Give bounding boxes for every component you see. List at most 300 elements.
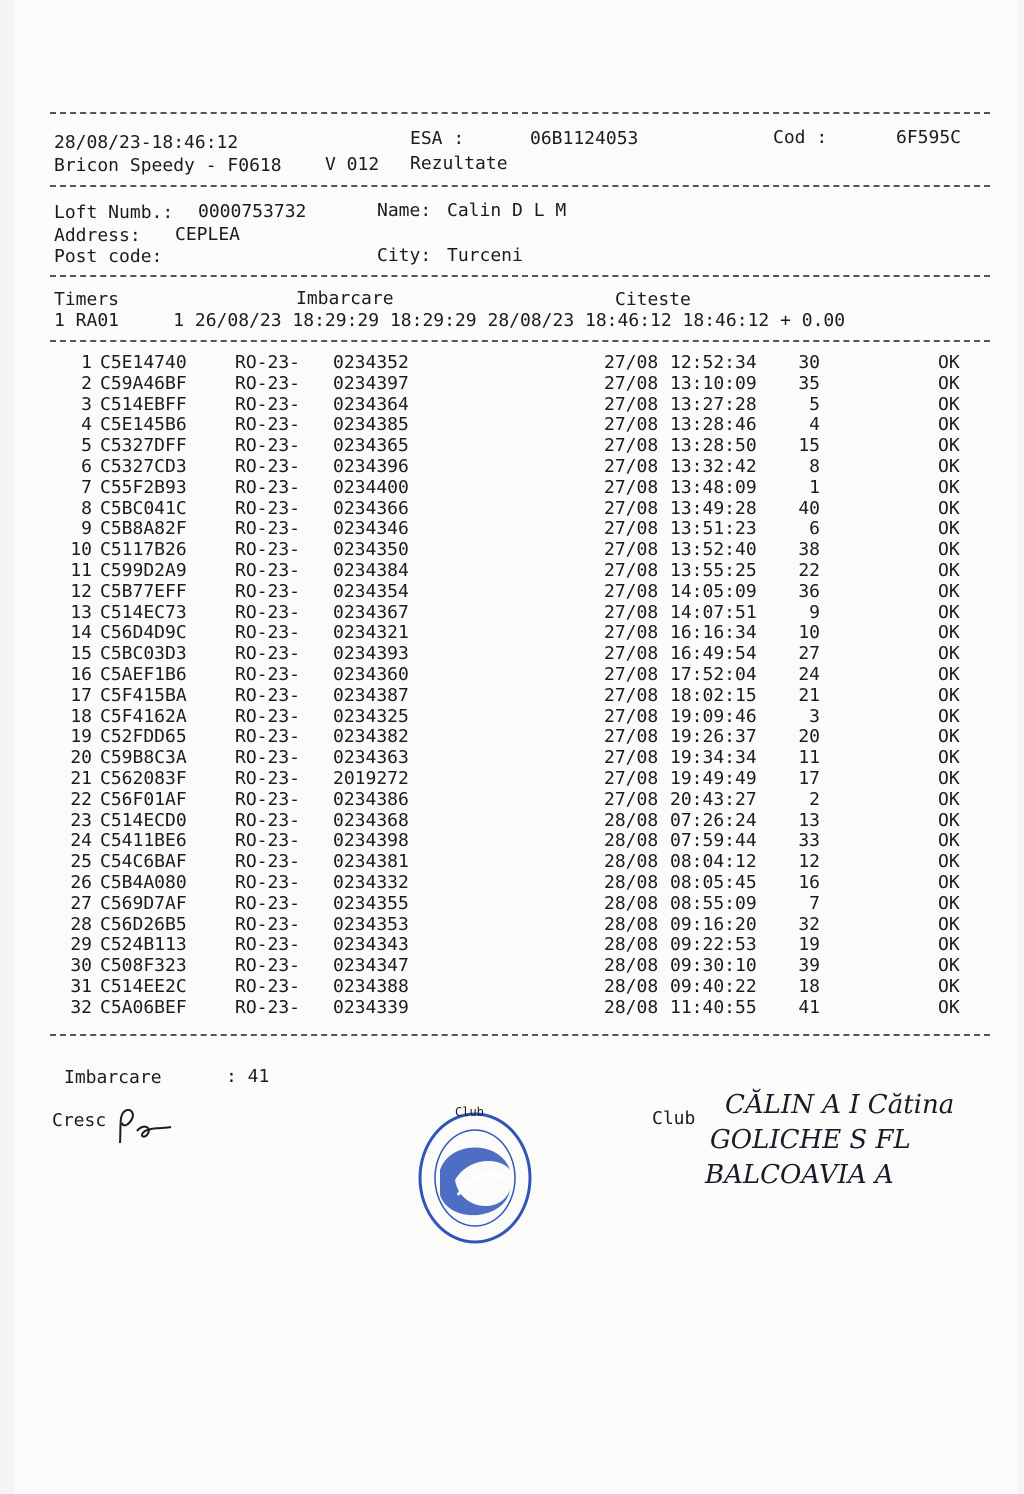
row-index: 32	[70, 996, 92, 1018]
ring-prefix: RO-23-	[235, 976, 301, 997]
row-index: 22	[70, 788, 92, 810]
club-stamp-icon	[410, 1100, 540, 1250]
status-ok: OK	[938, 934, 960, 956]
chip-id: C514EE2C	[100, 976, 187, 997]
chip-id: C524B113	[100, 934, 187, 956]
loft-name-label: Name:	[377, 200, 432, 221]
arrival-date: 27/08	[604, 435, 659, 457]
arrival-date: 27/08	[604, 684, 659, 706]
chip-id: C5BC03D3	[100, 643, 187, 665]
club-signatures	[705, 1080, 975, 1230]
chip-id: C5411BE6	[100, 830, 187, 852]
chip-id: C5117B26	[100, 539, 187, 561]
ring-number: 0234350	[333, 539, 409, 561]
table-row	[0, 581, 1024, 602]
arrival-date: 27/08	[604, 747, 659, 769]
citeste-header: Citeste	[615, 289, 691, 310]
status-ok: OK	[938, 768, 960, 789]
print-datetime: 28/08/23-18:46:12	[54, 132, 239, 153]
basket-number: 18	[798, 976, 820, 997]
basket-number: 15	[798, 435, 820, 457]
report-title: Rezultate	[410, 153, 508, 174]
city-label: City:	[377, 245, 432, 266]
arrival-date: 28/08	[604, 996, 659, 1018]
row-index: 18	[70, 705, 92, 727]
table-row	[0, 789, 1024, 810]
basket-number: 30	[798, 352, 820, 373]
ring-number: 0234339	[333, 996, 409, 1018]
arrival-time: 19:34:34	[670, 747, 757, 769]
arrival-date: 27/08	[604, 705, 659, 727]
status-ok: OK	[938, 892, 960, 914]
row-index: 15	[70, 643, 92, 665]
cresc-signature-icon	[115, 1105, 175, 1145]
arrival-time: 18:02:15	[670, 684, 757, 706]
ring-number: 0234346	[333, 518, 409, 540]
chip-id: C508F323	[100, 955, 187, 977]
chip-id: C514ECD0	[100, 809, 187, 831]
ring-number: 0234332	[333, 872, 409, 893]
table-row	[0, 560, 1024, 581]
row-index: 5	[81, 435, 92, 457]
status-ok: OK	[938, 809, 960, 831]
basket-number: 1	[809, 476, 820, 498]
arrival-time: 20:43:27	[670, 788, 757, 810]
basket-number: 13	[798, 809, 820, 831]
arrival-date: 28/08	[604, 934, 659, 956]
status-ok: OK	[938, 518, 960, 540]
arrival-time: 16:16:34	[670, 622, 757, 644]
ring-number: 0234366	[333, 497, 409, 519]
arrival-time: 13:28:50	[670, 435, 757, 457]
basket-number: 35	[798, 372, 820, 394]
address-label: Address:	[54, 225, 141, 246]
ring-prefix: RO-23-	[235, 747, 301, 769]
ring-number: 0234360	[333, 664, 409, 685]
chip-id: C56D26B5	[100, 913, 187, 935]
status-ok: OK	[938, 560, 960, 581]
device-name: Bricon Speedy - F0618	[54, 155, 282, 176]
ring-prefix: RO-23-	[235, 539, 301, 561]
arrival-date: 28/08	[604, 872, 659, 893]
basket-number: 21	[798, 684, 820, 706]
ring-prefix: RO-23-	[235, 414, 301, 436]
table-row	[0, 518, 1024, 539]
ring-number: 0234388	[333, 976, 409, 997]
loft-name: Calin D L M	[447, 200, 567, 221]
chip-id: C5F4162A	[100, 705, 187, 727]
club-signature-3: BALCOAVIA A	[705, 1160, 894, 1190]
chip-id: C5E14740	[100, 352, 187, 373]
basket-number: 12	[798, 851, 820, 873]
arrival-date: 28/08	[604, 809, 659, 831]
basket-number: 11	[798, 747, 820, 769]
basket-number: 2	[809, 788, 820, 810]
ring-prefix: RO-23-	[235, 622, 301, 644]
ring-number: 0234343	[333, 934, 409, 956]
status-ok: OK	[938, 497, 960, 519]
arrival-date: 27/08	[604, 497, 659, 519]
ring-prefix: RO-23-	[235, 435, 301, 457]
row-index: 21	[70, 768, 92, 789]
arrival-date: 27/08	[604, 372, 659, 394]
cresc-label: Cresc	[52, 1110, 107, 1131]
chip-id: C514EBFF	[100, 393, 187, 415]
city-value: Turceni	[447, 245, 523, 266]
table-row	[0, 643, 1024, 664]
club-label: Club	[652, 1108, 696, 1129]
arrival-time: 08:04:12	[670, 851, 757, 873]
status-ok: OK	[938, 476, 960, 498]
ring-number: 0234367	[333, 601, 409, 623]
arrival-date: 28/08	[604, 892, 659, 914]
table-row	[0, 830, 1024, 851]
status-ok: OK	[938, 643, 960, 665]
table-row	[0, 394, 1024, 415]
chip-id: C54C6BAF	[100, 851, 187, 873]
ring-prefix: RO-23-	[235, 601, 301, 623]
table-row	[0, 872, 1024, 893]
status-ok: OK	[938, 352, 960, 373]
arrival-date: 27/08	[604, 580, 659, 602]
chip-id: C59A46BF	[100, 372, 187, 394]
row-index: 17	[70, 684, 92, 706]
ring-number: 0234400	[333, 476, 409, 498]
table-row	[0, 893, 1024, 914]
arrival-time: 13:32:42	[670, 456, 757, 477]
row-index: 12	[70, 580, 92, 602]
basket-number: 33	[798, 830, 820, 852]
arrival-date: 27/08	[604, 393, 659, 415]
chip-id: C5B77EFF	[100, 580, 187, 602]
table-row	[0, 373, 1024, 394]
cod-label: Cod :	[773, 127, 828, 148]
ring-number: 0234363	[333, 747, 409, 769]
arrival-time: 13:49:28	[670, 497, 757, 519]
row-index: 24	[70, 830, 92, 852]
table-row	[0, 851, 1024, 872]
arrival-date: 27/08	[604, 456, 659, 477]
ring-prefix: RO-23-	[235, 809, 301, 831]
ring-prefix: RO-23-	[235, 664, 301, 685]
basket-number: 38	[798, 539, 820, 561]
arrival-time: 09:16:20	[670, 913, 757, 935]
chip-id: C5F415BA	[100, 684, 187, 706]
ring-prefix: RO-23-	[235, 788, 301, 810]
status-ok: OK	[938, 414, 960, 436]
ring-prefix: RO-23-	[235, 768, 301, 789]
arrival-time: 19:49:49	[670, 768, 757, 789]
esa-label: ESA :	[410, 128, 465, 149]
ring-number: 0234384	[333, 560, 409, 581]
chip-id: C5E145B6	[100, 414, 187, 436]
ring-number: 0234385	[333, 414, 409, 436]
imbarcare-header: Imbarcare	[296, 288, 394, 309]
row-index: 1	[81, 352, 92, 373]
ring-number: 0234398	[333, 830, 409, 852]
club-signature-2: GOLICHE S FL	[710, 1125, 911, 1155]
basket-number: 40	[798, 497, 820, 519]
basket-number: 24	[798, 664, 820, 685]
basket-number: 17	[798, 768, 820, 789]
ring-number: 0234382	[333, 726, 409, 748]
ring-prefix: RO-23-	[235, 830, 301, 852]
basket-number: 8	[809, 456, 820, 477]
status-ok: OK	[938, 788, 960, 810]
status-ok: OK	[938, 913, 960, 935]
row-index: 31	[70, 976, 92, 997]
status-ok: OK	[938, 684, 960, 706]
ring-prefix: RO-23-	[235, 851, 301, 873]
separator-timers	[50, 340, 990, 342]
arrival-date: 27/08	[604, 726, 659, 748]
table-row	[0, 477, 1024, 498]
arrival-time: 14:07:51	[670, 601, 757, 623]
ring-number: 0234397	[333, 372, 409, 394]
timers-label: Timers	[54, 289, 120, 310]
basket-number: 16	[798, 872, 820, 893]
ring-prefix: RO-23-	[235, 684, 301, 706]
arrival-time: 09:30:10	[670, 955, 757, 977]
status-ok: OK	[938, 622, 960, 644]
ring-prefix: RO-23-	[235, 643, 301, 665]
timer-line: 1 RA01 1 26/08/23 18:29:29 18:29:29 28/08/23 18:46:12 18:46:12 + 0.00	[54, 310, 846, 331]
arrival-time: 13:55:25	[670, 560, 757, 581]
arrival-date: 28/08	[604, 830, 659, 852]
club-signature-1: CĂLIN A I Cătina	[725, 1090, 955, 1120]
ring-prefix: RO-23-	[235, 705, 301, 727]
arrival-time: 13:48:09	[670, 476, 757, 498]
basket-number: 4	[809, 414, 820, 436]
arrival-time: 07:59:44	[670, 830, 757, 852]
basket-number: 7	[809, 892, 820, 914]
status-ok: OK	[938, 747, 960, 769]
arrival-date: 27/08	[604, 601, 659, 623]
basket-number: 41	[798, 996, 820, 1018]
arrival-date: 27/08	[604, 414, 659, 436]
chip-id: C569D7AF	[100, 892, 187, 914]
stamp-club-label: Club	[455, 1105, 484, 1119]
status-ok: OK	[938, 705, 960, 727]
status-ok: OK	[938, 580, 960, 602]
ring-number: 0234368	[333, 809, 409, 831]
arrival-time: 13:27:28	[670, 393, 757, 415]
basket-number: 39	[798, 955, 820, 977]
arrival-date: 27/08	[604, 664, 659, 685]
chip-id: C56D4D9C	[100, 622, 187, 644]
basket-number: 5	[809, 393, 820, 415]
basket-number: 9	[809, 601, 820, 623]
row-index: 14	[70, 622, 92, 644]
ring-prefix: RO-23-	[235, 518, 301, 540]
table-row	[0, 456, 1024, 477]
ring-number: 0234365	[333, 435, 409, 457]
chip-id: C5A06BEF	[100, 996, 187, 1018]
status-ok: OK	[938, 996, 960, 1018]
table-row	[0, 622, 1024, 643]
row-index: 19	[70, 726, 92, 748]
ring-number: 0234393	[333, 643, 409, 665]
ring-number: 0234352	[333, 352, 409, 373]
ring-prefix: RO-23-	[235, 996, 301, 1018]
ring-number: 2019272	[333, 768, 409, 789]
arrival-time: 16:49:54	[670, 643, 757, 665]
chip-id: C5327CD3	[100, 456, 187, 477]
chip-id: C514EC73	[100, 601, 187, 623]
basket-number: 22	[798, 560, 820, 581]
ring-number: 0234347	[333, 955, 409, 977]
row-index: 3	[81, 393, 92, 415]
arrival-time: 13:10:09	[670, 372, 757, 394]
ring-prefix: RO-23-	[235, 352, 301, 373]
status-ok: OK	[938, 726, 960, 748]
row-index: 6	[81, 456, 92, 477]
ring-prefix: RO-23-	[235, 497, 301, 519]
arrival-date: 27/08	[604, 518, 659, 540]
arrival-date: 27/08	[604, 768, 659, 789]
table-row	[0, 352, 1024, 373]
imbarcare-total-value: : 41	[226, 1066, 270, 1087]
arrival-time: 13:52:40	[670, 539, 757, 561]
arrival-time: 09:22:53	[670, 934, 757, 956]
ring-prefix: RO-23-	[235, 726, 301, 748]
arrival-time: 09:40:22	[670, 976, 757, 997]
chip-id: C5B8A82F	[100, 518, 187, 540]
table-row	[0, 498, 1024, 519]
status-ok: OK	[938, 539, 960, 561]
ring-prefix: RO-23-	[235, 934, 301, 956]
row-index: 2	[81, 372, 92, 394]
arrival-date: 28/08	[604, 913, 659, 935]
ring-prefix: RO-23-	[235, 456, 301, 477]
table-row	[0, 747, 1024, 768]
esa-value: 06B1124053	[530, 128, 639, 149]
arrival-time: 11:40:55	[670, 996, 757, 1018]
row-index: 27	[70, 892, 92, 914]
chip-id: C5327DFF	[100, 435, 187, 457]
row-index: 26	[70, 872, 92, 893]
separator-loft	[50, 275, 990, 277]
chip-id: C5AEF1B6	[100, 664, 187, 685]
separator-header	[50, 185, 990, 187]
chip-id: C56F01AF	[100, 788, 187, 810]
ring-prefix: RO-23-	[235, 913, 301, 935]
row-index: 4	[81, 414, 92, 436]
ring-number: 0234386	[333, 788, 409, 810]
ring-number: 0234353	[333, 913, 409, 935]
arrival-time: 08:05:45	[670, 872, 757, 893]
row-index: 25	[70, 851, 92, 873]
status-ok: OK	[938, 872, 960, 893]
ring-number: 0234387	[333, 684, 409, 706]
row-index: 9	[81, 518, 92, 540]
status-ok: OK	[938, 830, 960, 852]
arrival-time: 13:28:46	[670, 414, 757, 436]
ring-prefix: RO-23-	[235, 393, 301, 415]
ring-prefix: RO-23-	[235, 892, 301, 914]
status-ok: OK	[938, 955, 960, 977]
table-row	[0, 414, 1024, 435]
basket-number: 20	[798, 726, 820, 748]
table-row	[0, 685, 1024, 706]
table-row	[0, 955, 1024, 976]
separator-results	[50, 1034, 990, 1036]
address-value: CEPLEA	[175, 224, 241, 245]
arrival-time: 19:26:37	[670, 726, 757, 748]
table-row	[0, 976, 1024, 997]
ring-number: 0234396	[333, 456, 409, 477]
table-row	[0, 768, 1024, 789]
status-ok: OK	[938, 851, 960, 873]
table-row	[0, 726, 1024, 747]
chip-id: C52FDD65	[100, 726, 187, 748]
ring-number: 0234321	[333, 622, 409, 644]
arrival-date: 28/08	[604, 955, 659, 977]
chip-id: C59B8C3A	[100, 747, 187, 769]
arrival-date: 27/08	[604, 788, 659, 810]
ring-prefix: RO-23-	[235, 560, 301, 581]
ring-number: 0234364	[333, 393, 409, 415]
status-ok: OK	[938, 664, 960, 685]
chip-id: C5BC041C	[100, 497, 187, 519]
table-row	[0, 706, 1024, 727]
row-index: 10	[70, 539, 92, 561]
chip-id: C55F2B93	[100, 476, 187, 498]
post-code-label: Post code:	[54, 246, 163, 267]
ring-prefix: RO-23-	[235, 476, 301, 498]
arrival-date: 28/08	[604, 851, 659, 873]
chip-id: C599D2A9	[100, 560, 187, 581]
row-index: 23	[70, 809, 92, 831]
imbarcare-total-label: Imbarcare	[64, 1067, 162, 1088]
chip-id: C5B4A080	[100, 872, 187, 893]
row-index: 29	[70, 934, 92, 956]
arrival-time: 19:09:46	[670, 705, 757, 727]
arrival-date: 27/08	[604, 476, 659, 498]
basket-number: 3	[809, 705, 820, 727]
ring-prefix: RO-23-	[235, 580, 301, 602]
basket-number: 6	[809, 518, 820, 540]
chip-id: C562083F	[100, 768, 187, 789]
arrival-time: 14:05:09	[670, 580, 757, 602]
row-index: 11	[70, 560, 92, 581]
separator-top	[50, 112, 990, 114]
row-index: 8	[81, 497, 92, 519]
ring-prefix: RO-23-	[235, 955, 301, 977]
ring-number: 0234325	[333, 705, 409, 727]
ring-prefix: RO-23-	[235, 372, 301, 394]
arrival-date: 28/08	[604, 976, 659, 997]
arrival-date: 27/08	[604, 560, 659, 581]
row-index: 30	[70, 955, 92, 977]
loft-number-label: Loft Numb.:	[54, 202, 174, 223]
table-row	[0, 934, 1024, 955]
basket-number: 19	[798, 934, 820, 956]
status-ok: OK	[938, 435, 960, 457]
ring-number: 0234354	[333, 580, 409, 602]
table-row	[0, 602, 1024, 623]
loft-number: 0000753732	[198, 201, 307, 222]
arrival-date: 27/08	[604, 622, 659, 644]
basket-number: 32	[798, 913, 820, 935]
arrival-time: 12:52:34	[670, 352, 757, 373]
basket-number: 27	[798, 643, 820, 665]
status-ok: OK	[938, 456, 960, 477]
status-ok: OK	[938, 976, 960, 997]
row-index: 28	[70, 913, 92, 935]
arrival-time: 08:55:09	[670, 892, 757, 914]
device-version: V 012	[325, 154, 380, 175]
